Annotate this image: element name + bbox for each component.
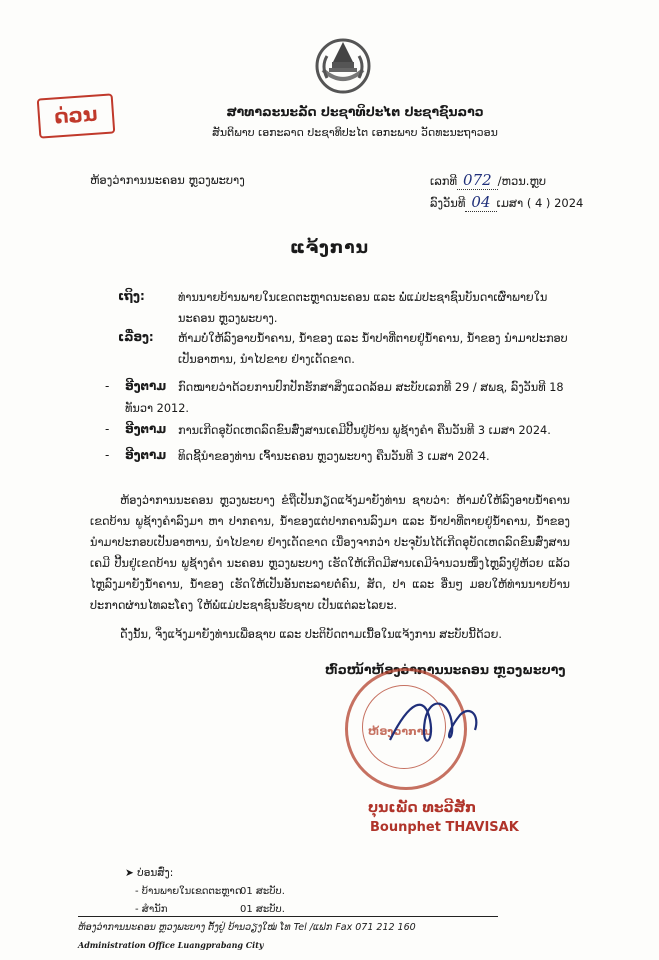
- subject-label: ເລື່ອງ:: [118, 330, 154, 344]
- issuing-office: ຫ້ອງວ່າການນະຄອນ ຫຼວງພະບາງ: [90, 173, 245, 187]
- reference-label: ອີງຕາມ: [125, 422, 167, 436]
- reference-bullet: -: [105, 379, 110, 393]
- subject-line-1: ຫ້າມບໍ່ໃຫ້ລົງອາບນ້ຳຄານ, ນ້ຳຂອງ ແລະ ນ້ຳປາທີ່ຕາຍຢູ່ນ້ຳຄານ, ນ້ຳຂອງ ນຳມາປະກອບ: [178, 332, 568, 345]
- reference-bullet: -: [105, 422, 110, 436]
- distribution-recipient: ສຳນັກ: [141, 904, 168, 915]
- distribution-count: 01 ສະບັບ.: [240, 886, 285, 897]
- urgent-stamp: ດ່ວນ: [37, 93, 116, 138]
- national-emblem-icon: [315, 36, 371, 94]
- distribution-recipient: ບ້ານພາຍໃນເຂດຕະຫຼາດ: [141, 886, 242, 897]
- reference-3-line-1: ທິດຊີ້ນຳຂອງທ່ານ ເຈົ້ານະຄອນ ຫຼວງພະບາງ ຄືນວັນທີ 3 ເມສາ 2024.: [178, 450, 490, 463]
- to-label: ເຖິງ:: [118, 289, 145, 303]
- to-line-2: ນະຄອນ ຫຼວງພະບາງ.: [178, 312, 278, 325]
- document-number: [430, 171, 546, 189]
- distribution-row-2: - ສຳນັກ: [135, 904, 168, 915]
- distribution-heading: ➤ ບ່ອນສົ່ງ:: [125, 867, 174, 879]
- date-label: ລົງວັນທີ: [430, 196, 466, 210]
- date-day: 04: [465, 193, 496, 212]
- page-title: ແຈ້ງການ: [289, 238, 370, 258]
- distribution-heading-label: ບ່ອນສົ່ງ:: [137, 867, 174, 879]
- seal-text: ຫ້ອງວ່າການ: [368, 725, 432, 738]
- distribution-count: 01 ສະບັບ.: [240, 904, 285, 915]
- country-title: ສາທາລະນະລັດ ປະຊາທິປະໄຕ ປະຊາຊົນລາວ: [226, 104, 484, 119]
- handwritten-signature: [380, 690, 490, 760]
- subject-line-2: ເປັນອາຫານ, ນຳໄປຂາຍ ຢ່າງເດັດຂາດ.: [178, 353, 355, 366]
- signatory-name-latin: Bounphet THAVISAK: [370, 820, 519, 835]
- to-line-1: ທ່ານນາຍບ້ານພາຍໃນເຂດຕະຫຼາດນະຄອນ ແລະ ພໍ່ແມ່ປະຊາຊົນບັນດາເຜົ່າພາຍໃນ: [178, 291, 548, 304]
- reference-1-line-1: ກົດໝາຍວ່າດ້ວຍການປົກປັກຮັກສາສິ່ງແວດລ້ອມ ສະບັບເລກທີ 29 / ສພຊ, ລົງວັນທີ 18: [178, 381, 564, 394]
- document-date: [430, 193, 583, 211]
- body-paragraph-1: ຫ້ອງວ່າການນະຄອນ ຫຼວງພະບາງ ຂໍຖືເປັນກຽດແຈ້ງມາຍັງທ່ານ ຊາບວ່າ: ຫ້າມບໍ່ໃຫ້ລົງອາບນ້ຳຄານເຂດບ້ານ ພູຊ້າງຄຳລົງມາ ຫາ ປາກຄານ, ນ້ຳຂອງແຕ່ປາກຄານລົງມາ ແລະ ນ້ຳປາທີ່ຕາຍຢູ່ນ້ຳຄານ, ນ້ຳຂອງ ນຳມາປະກອບເປັນອາຫານ, ນຳໄປຂາຍ ຢ່າງເດັດຂາດ ເນື່ອງຈາກວ່າ ປະຈຸບັນໄດ້ເກີດອຸບັດເຫດລົດຂົນສົ່ງສານເຄມີ ປີ້ນຢູ່ເຂດບ້ານ ພູຊ້າງຄຳ ນະຄອນ ຫຼວງພະບາງ ເຮັດໃຫ້ເກີດມີສານເຄມີຈຳນວນໜຶ່ງໄຫຼລົງຢູ່ຫ້ວຍ ແລ້ວໄຫຼລົງມາຍັງນ້ຳຄານ, ນ້ຳຂອງ ເຮັດໃຫ້ເປັນອັນຕະລາຍຕໍ່ຄົນ, ສັດ, ປາ ແລະ ອື່ນໆ ມອບໃຫ້ທ່ານນາຍບ້ານ ປະກາດຜ່ານໄທລະໂຄງ ໃຫ້ພໍ່ແມ່ປະຊາຊົນຮັບຊາບ ເປັນແຕ່ລະໄລຍະ.: [90, 494, 570, 612]
- reference-1-line-2: ທັນວາ 2012.: [125, 402, 190, 415]
- signatory-name-lao: ບຸນເພັດ ທະວີສັກ: [368, 800, 477, 816]
- distribution-row-1: - ບ້ານພາຍໃນເຂດຕະຫຼາດ: [135, 886, 242, 897]
- signatory-title: ຫົວໜ້າຫ້ອງວ່າການນະຄອນ ຫຼວງພະບາງ: [325, 662, 566, 677]
- country-motto: ສັນຕິພາບ ເອກະລາດ ປະຊາທິປະໄຕ ເອກະພາບ ວັດທະນະຖາວອນ: [212, 126, 498, 139]
- reference-label: ອີງຕາມ: [125, 379, 167, 393]
- reference-bullet: -: [105, 448, 110, 462]
- body-paragraph-2: ດັ່ງນັ້ນ, ຈຶ່ງແຈ້ງມາຍັງທ່ານເພື່ອຊາບ ແລະ ປະຕິບັດຕາມເນື້ອໃນແຈ້ງການ ສະບັບນີ້ດ້ວຍ.: [120, 628, 503, 641]
- number-suffix: /ຫວນ.ຫຼບ: [497, 174, 547, 188]
- footer-divider: [78, 916, 498, 917]
- footer-address: ຫ້ອງວ່າການນະຄອນ ຫຼວງພະບາງ ຕັ້ງຢູ່ ບ້ານວຽງໃໝ່ ໂທ Tel /ແຟກ Fax 071 212 160: [78, 922, 416, 933]
- number-label: ເລກທີ: [430, 174, 458, 188]
- reference-label: ອີງຕາມ: [125, 448, 167, 462]
- footer-office-name: Administration Office Luangprabang City: [78, 940, 264, 950]
- date-rest: ເມສາ ( 4 ) 2024: [496, 196, 584, 210]
- reference-2-line-1: ການເກີດອຸບັດເຫດລົດຂົນສົ່ງສານເຄມີປີ້ນຢູ່ບ້ານ ພູຊ້າງຄຳ ຄືນວັນທີ 3 ເມສາ 2024.: [178, 424, 551, 437]
- number-value: 072: [457, 171, 498, 190]
